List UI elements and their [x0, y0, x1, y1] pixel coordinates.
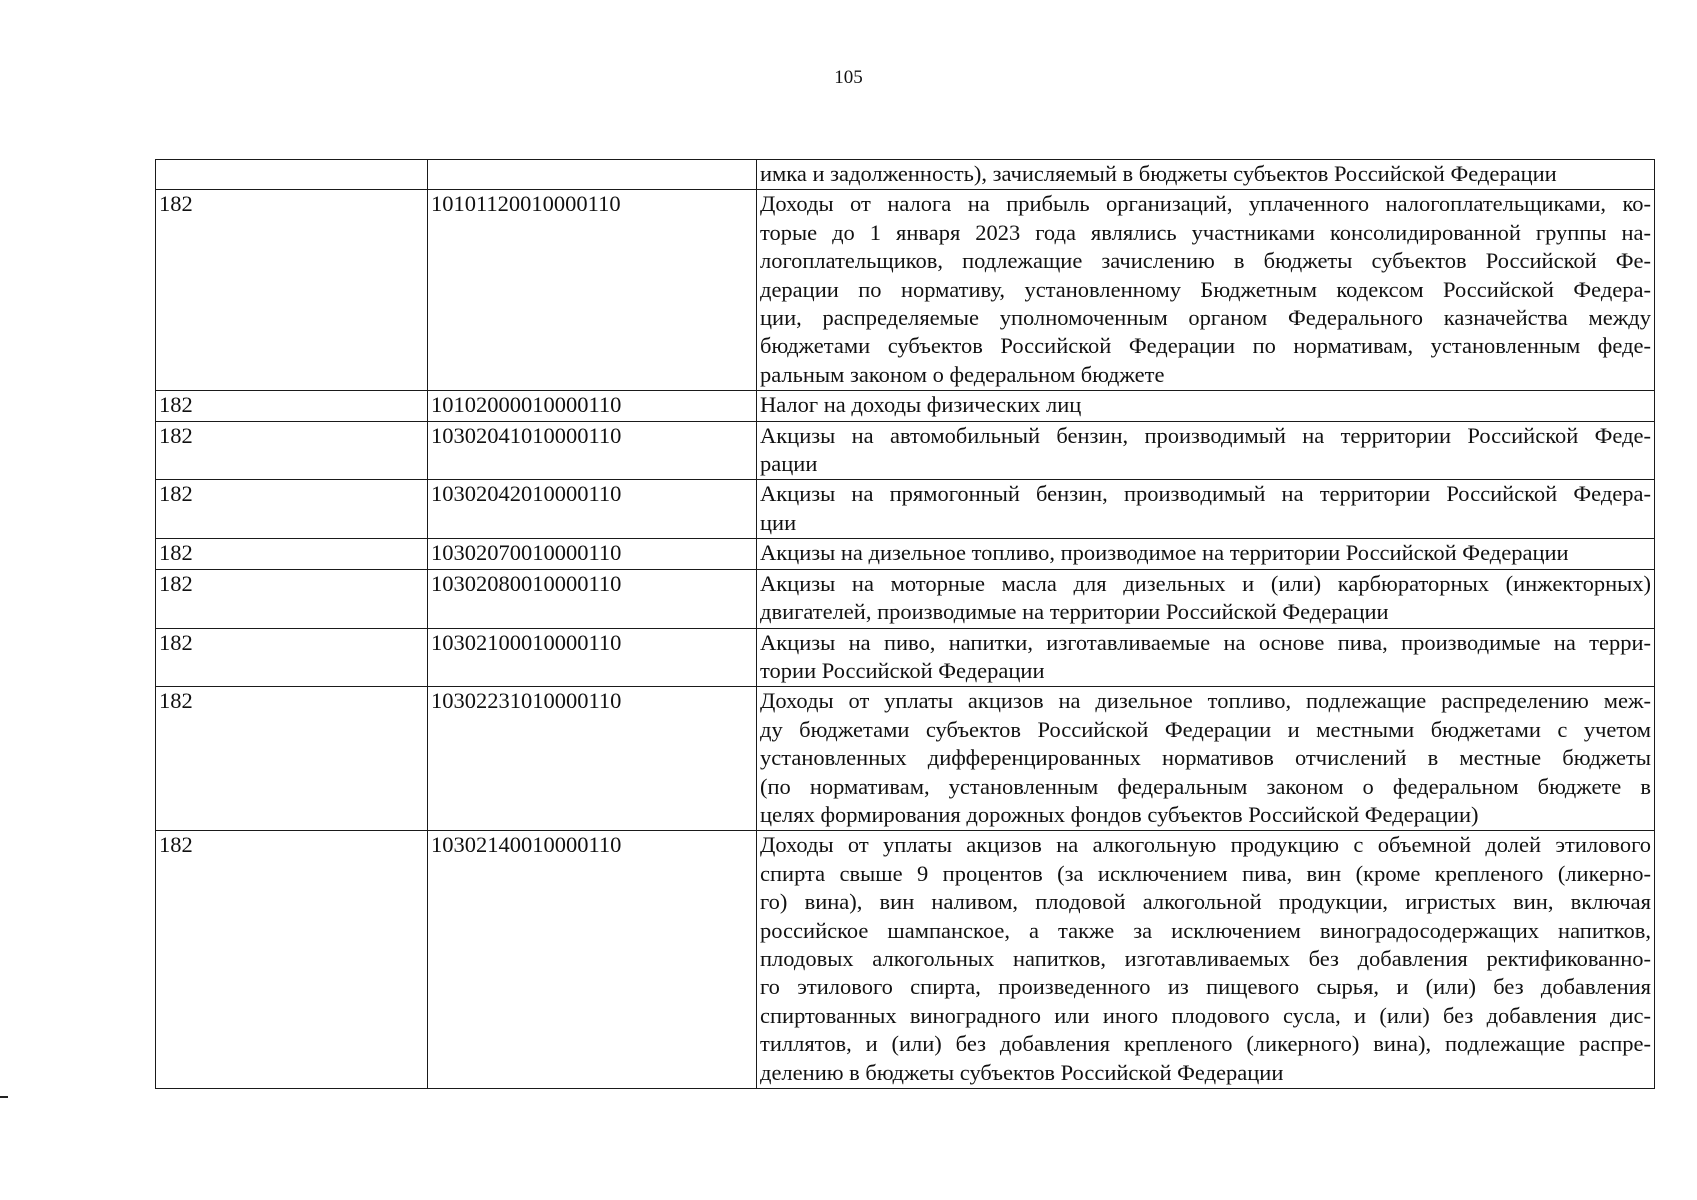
revenue-name-line: спиртованных виноградного или иного плодового сусла, и (или) без добавления дис-	[760, 1002, 1651, 1028]
table-row	[156, 628, 1655, 687]
table-row	[156, 569, 1655, 628]
revenue-name-line: ральным законом о федеральном бюджете	[760, 361, 1165, 387]
revenue-name-line: логоплательщиков, подлежащие зачислению в бюджеты субъектов Российской Фе-	[760, 248, 1651, 274]
revenue-name-cell	[757, 831, 1655, 1089]
budget-classification-code-cell	[428, 160, 757, 190]
admin-code-cell	[156, 160, 428, 190]
revenue-name-line: Доходы от уплаты акцизов на алкогольную продукцию с объемной долей этилового	[760, 832, 1651, 858]
revenue-name-line: Акцизы на моторные масла для дизельных и (или) карбюраторных (инжекторных)	[760, 570, 1651, 596]
budget-classification-code-cell: 10302140010000110	[428, 831, 757, 1089]
revenue-name-cell	[757, 421, 1655, 480]
revenue-name-line: делению в бюджеты субъектов Российской Федерации	[760, 1059, 1284, 1085]
budget-classification-code-cell: 10102000010000110	[428, 391, 757, 421]
table-row	[156, 480, 1655, 539]
revenue-name-line: бюджетами субъектов Российской Федерации по нормативам, установленным феде-	[760, 333, 1651, 359]
budget-classification-code-cell: 10302231010000110	[428, 687, 757, 831]
revenue-name-line: рации	[760, 451, 818, 477]
admin-code-cell: 182	[156, 421, 428, 480]
budget-classification-code-cell: 10302070010000110	[428, 539, 757, 569]
revenue-name-line: ции, распределяемые уполномоченным органом Федерального казначейства между	[760, 305, 1651, 331]
revenue-name-line: ду бюджетами субъектов Российской Федерации и местными бюджетами с учетом	[760, 716, 1651, 742]
revenue-name-cell	[757, 190, 1655, 391]
revenue-name-cell	[757, 569, 1655, 628]
table-row	[156, 190, 1655, 391]
revenue-name-line: имка и задолженность), зачисляемый в бюджеты субъектов Российской Федерации	[760, 161, 1557, 186]
revenue-name-line: Акцизы на дизельное топливо, производимое на территории Российской Федерации	[760, 540, 1569, 566]
budget-classification-code-cell: 10302080010000110	[428, 569, 757, 628]
admin-code-cell: 182	[156, 687, 428, 831]
budget-classification-code-cell: 10302041010000110	[428, 421, 757, 480]
revenue-name-line: дерации по нормативу, установленному Бюджетным кодексом Российской Федера-	[760, 276, 1651, 302]
revenue-name-line: плодовых алкогольных напитков, изготавливаемых без добавления ректификованно-	[760, 945, 1651, 971]
admin-code-cell: 182	[156, 569, 428, 628]
admin-code-cell: 182	[156, 190, 428, 391]
admin-code-cell: 182	[156, 539, 428, 569]
table-body	[156, 160, 1655, 1089]
table-row	[156, 421, 1655, 480]
revenue-name-line: тиллятов, и (или) без добавления крепленого (ликерного) вина), подлежащие распре-	[760, 1031, 1651, 1057]
edge-mark	[0, 1096, 8, 1098]
admin-code-cell: 182	[156, 391, 428, 421]
revenue-name-line: го этилового спирта, произведенного из пищевого сырья, и (или) без добавления	[760, 974, 1651, 1000]
revenue-name-cell	[757, 628, 1655, 687]
table-row	[156, 391, 1655, 421]
revenue-name-line: Доходы от уплаты акцизов на дизельное топливо, подлежащие распределению меж-	[760, 688, 1651, 714]
table-row	[156, 160, 1655, 190]
revenue-name-line: тории Российской Федерации	[760, 657, 1045, 683]
revenue-name-cell	[757, 687, 1655, 831]
revenue-name-line: го) вина), вин наливом, плодовой алкогольной продукции, игристых вин, включая	[760, 889, 1651, 915]
table-row	[156, 539, 1655, 569]
revenue-name-line: целях формирования дорожных фондов субъектов Российской Федерации)	[760, 801, 1479, 827]
budget-classification-code-cell: 10302100010000110	[428, 628, 757, 687]
revenue-name-line: торые до 1 января 2023 года являлись участниками консолидированной группы на-	[760, 219, 1651, 245]
table-row	[156, 831, 1655, 1089]
revenue-name-cell	[757, 480, 1655, 539]
budget-classification-code-cell: 10101120010000110	[428, 190, 757, 391]
revenue-name-line: двигателей, производимые на территории Российской Федерации	[760, 599, 1389, 625]
revenue-name-cell	[757, 160, 1655, 190]
revenue-name-line: Налог на доходы физических лиц	[760, 392, 1082, 418]
revenue-name-line: российское шампанское, а также за исключением виноградосодержащих напитков,	[760, 917, 1651, 943]
revenue-name-line: Акцизы на прямогонный бензин, производимый на территории Российской Федера-	[760, 481, 1651, 507]
admin-code-cell: 182	[156, 480, 428, 539]
revenue-name-cell	[757, 391, 1655, 421]
table-row	[156, 687, 1655, 831]
revenue-name-line: Акцизы на автомобильный бензин, производимый на территории Российской Феде-	[760, 422, 1651, 448]
revenue-name-line: (по нормативам, установленным федеральным законом о федеральном бюджете в	[760, 773, 1651, 799]
budget-classification-code-cell: 10302042010000110	[428, 480, 757, 539]
revenue-name-line: ции	[760, 509, 797, 535]
revenue-name-line: установленных дифференцированных нормативов отчислений в местные бюджеты	[760, 745, 1651, 771]
revenue-codes-table	[155, 159, 1655, 1089]
revenue-name-line: спирта свыше 9 процентов (за исключением пива, вин (кроме крепленого (ликерно-	[760, 860, 1651, 886]
revenue-name-cell	[757, 539, 1655, 569]
revenue-name-line: Доходы от налога на прибыль организаций, уплаченного налогоплательщиками, ко-	[760, 191, 1651, 217]
admin-code-cell: 182	[156, 831, 428, 1089]
admin-code-cell: 182	[156, 628, 428, 687]
revenue-name-line: Акцизы на пиво, напитки, изготавливаемые на основе пива, производимые на терри-	[760, 629, 1651, 655]
page-number: 105	[834, 67, 863, 88]
